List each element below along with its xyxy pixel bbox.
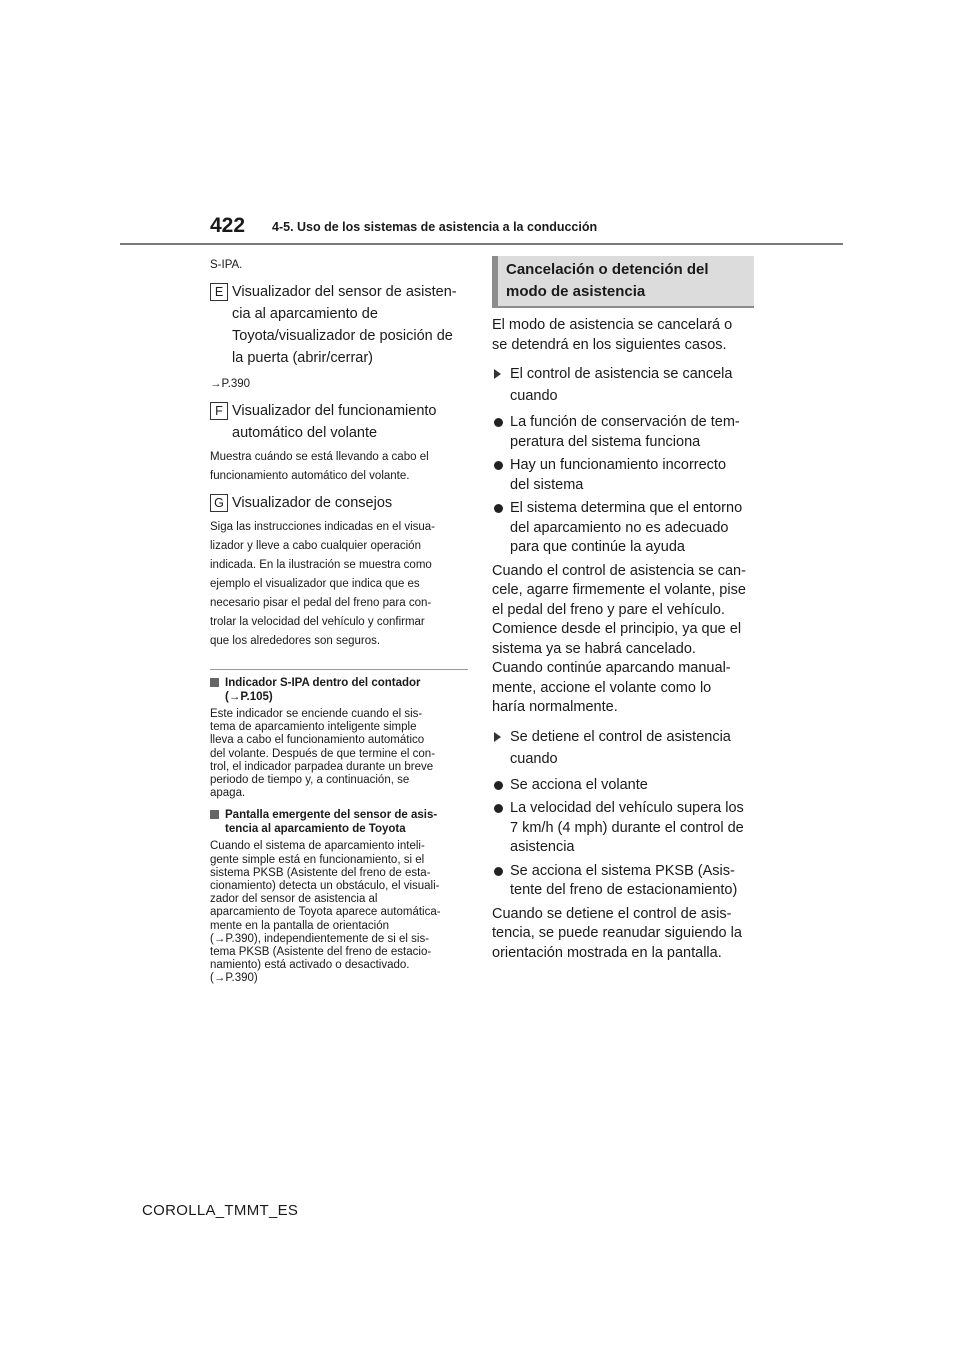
text-line: haría normalmente. [492,699,618,715]
text-line: para que continúe la ayuda [510,539,685,555]
text-line: apaga. [210,787,246,800]
text-line[interactable]: (→P.105) [225,691,273,703]
text-line[interactable]: (→P.390) [210,972,258,985]
text-line: se detendrá en los siguientes casos. [492,336,727,353]
text-line: El control de asistencia se cancela [510,366,733,382]
callout-letter-f: F [210,402,228,420]
bullet-icon [494,867,503,876]
notes-divider [210,669,468,670]
section-header-title: 4-5. Uso de los sistemas de asistencia a la conducción [272,220,598,234]
text-line: gente simple está en funcionamiento, si el [210,853,425,866]
page-number: 422 [210,214,246,237]
text-line: aparcamiento de Toyota aparece automática- [210,906,441,919]
callout-g-title [210,492,468,514]
callout-line: Toyota/visualizador de posición de [232,328,453,344]
text-line: que los alrededores son seguros. [210,635,381,647]
note-indicator-title [210,676,468,704]
text-line: sistema PKSB (Asistente del freno de esta- [210,866,431,879]
text-line: cuando [510,750,558,767]
left-column [210,256,468,986]
text-line: tencia al aparcamiento de Toyota [225,823,406,836]
text-line: cele, agarre firmemente el volante, pise [492,582,746,598]
text-line: mente en la pantalla de orientación [210,919,390,932]
text-line: Indicador S-IPA dentro del contador [225,677,421,689]
header-rule [120,243,843,245]
text-line: Comience desde el principio, ya que el [492,621,742,637]
note-indicator [210,676,468,800]
text-line: mente, accione el volante como lo [492,679,712,696]
text-line: El sistema determina que el entorno [510,500,743,516]
arrow-bullet-icon [494,369,501,379]
text-line: Hay un funcionamiento incorrecto [510,457,727,473]
text-line: Siga las instrucciones indicadas en el visua- [210,521,436,533]
list-item [492,413,754,452]
note-popup-body [210,840,468,985]
text-line: La velocidad del vehículo supera los [510,800,744,816]
text-line: Se detiene el control de asistencia [510,728,731,745]
callout-f-body [210,448,468,486]
section-heading-line: modo de asistencia [506,283,646,300]
text-line[interactable]: (→P.390), independientemente de si el sis- [210,932,430,945]
text-line: Cuando el control de asistencia se can- [492,562,746,579]
callout-g [210,492,468,651]
bullet-icon [494,804,503,813]
section-heading-bar [492,256,498,308]
callout-e-ref[interactable]: →P.390 [210,378,251,390]
text-line: Pantalla emergente del sensor de asis- [225,809,438,822]
text-line: del volante. Después de que termine el con- [210,747,436,760]
text-line: Este indicador se enciende cuando el sis- [210,708,423,720]
text-line: necesario pisar el pedal del freno para con- [210,597,432,609]
text-line: Se acciona el sistema PKSB (Asis- [510,862,735,879]
text-line: cuando [510,388,558,404]
text-line: tencia, se puede reanudar siguiendo la [492,925,742,941]
text-line: indicada. En la ilustración se muestra como [210,559,432,571]
bullet-icon [494,781,503,790]
note-popup [210,808,468,985]
text-line: lleva a cabo el funcionamiento automático [210,734,425,747]
callout-line: Visualizador de consejos [232,495,393,511]
intro-text: S-IPA. [210,259,243,271]
text-line: lizador y lleve a cabo cualquier operación [210,540,421,552]
square-bullet-icon [210,678,219,687]
stop-after-text [492,905,754,964]
text-line: del sistema [510,476,584,493]
text-line: periodo de tiempo y, a continuación, se [210,774,410,787]
callout-e [210,281,468,394]
callout-f [210,400,468,486]
text-line: Se acciona el volante [510,776,648,793]
text-line: el pedal del freno y pare el vehículo. [492,601,725,618]
arrow-bullet-icon [494,732,501,742]
section-heading-line: Cancelación o detención del [506,261,709,278]
text-line: namiento) está activado o desactivado. [210,959,410,972]
text-line: ejemplo el visualizador que indica que es [210,578,420,590]
note-popup-title [210,808,468,836]
section-heading-underline [492,306,754,308]
square-bullet-icon [210,810,219,819]
text-line: tema PKSB (Asistente del freno de estacio- [210,946,432,959]
text-line: peratura del sistema funciona [510,433,701,450]
right-intro [492,316,754,355]
callout-letter-g: G [210,494,228,512]
text-line: trolar la velocidad del vehículo y confirmar [210,616,425,628]
section-heading-box [492,256,754,308]
callout-line: Visualizador del sensor de asisten- [232,284,457,300]
callout-line: Visualizador del funcionamiento [232,403,437,419]
text-line: sistema ya se habrá cancelado. [492,640,696,657]
text-line: tema de aparcamiento inteligente simple [210,721,417,734]
cancel-heading [492,363,754,407]
bullet-icon [494,461,503,470]
callout-g-body [210,518,468,651]
note-indicator-body [210,708,468,800]
text-line: cionamiento) detecta un obstáculo, el visuali- [210,880,440,893]
list-item [492,776,754,796]
cancel-after-text [492,562,754,718]
text-line: El modo de asistencia se cancelará o [492,317,733,333]
text-line: Cuando continúe aparcando manual- [492,660,731,676]
callout-letter-e: E [210,283,228,301]
callout-e-title [210,281,468,369]
callout-line: cia al aparcamiento de [232,306,378,322]
list-item [492,799,754,858]
right-column [492,256,754,963]
list-item [492,862,754,901]
bullet-icon [494,504,503,513]
text-line: asistencia [510,839,575,855]
text-line: Cuando el sistema de aparcamiento inteli- [210,840,425,853]
bullet-icon [494,418,503,427]
footer-code: COROLLA_TMMT_ES [142,1202,299,1219]
list-item [492,499,754,558]
stop-heading [492,726,754,770]
callout-line: la puerta (abrir/cerrar) [232,350,374,366]
callout-line: automático del volante [232,425,378,441]
list-item [492,456,754,495]
text-line: del aparcamiento no es adecuado [510,519,729,536]
text-line: La función de conservación de tem- [510,414,740,430]
text-line: Muestra cuándo se está llevando a cabo el [210,451,429,463]
text-line: 7 km/h (4 mph) durante el control de [510,819,744,836]
text-line: zador del sensor de asistencia al [210,893,378,906]
text-line: tente del freno de estacionamiento) [510,882,738,898]
text-line: trol, el indicador parpadea durante un breve [210,760,434,773]
text-line: funcionamiento automático del volante. [210,470,410,482]
callout-f-title [210,400,468,444]
text-line: orientación mostrada en la pantalla. [492,944,722,961]
text-line: Cuando se detiene el control de asis- [492,905,732,922]
